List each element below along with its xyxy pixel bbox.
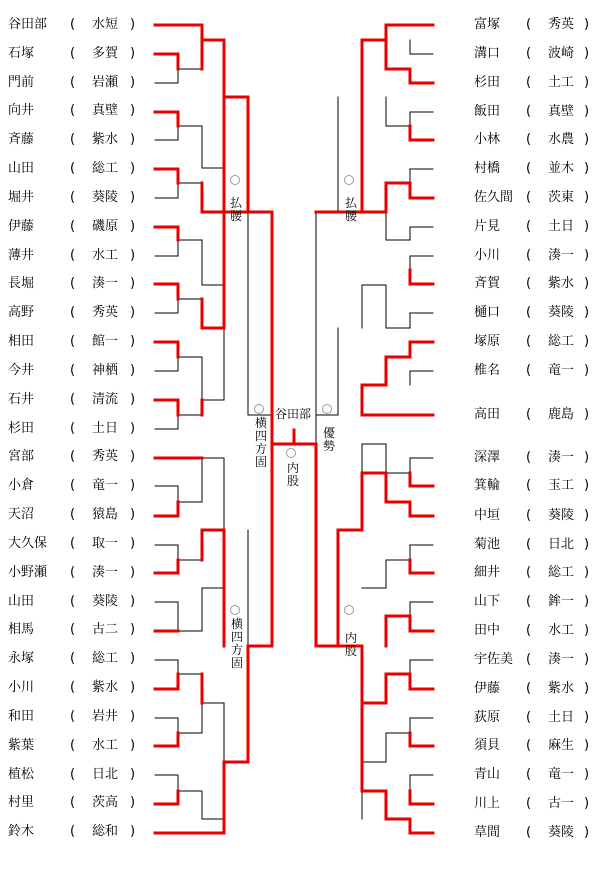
right-entry-paren-close: ) [584,508,590,523]
right-entry-paren-open: ( [526,738,532,753]
left-entry-paren-open: ( [70,305,76,320]
right-entry-paren-close: ) [584,623,590,638]
left-entry-paren-open: ( [70,190,76,205]
left-entry-paren-close: ) [130,622,136,637]
right-entry-paren-open: ( [526,305,532,320]
left-entry-school: 総和 [92,824,119,839]
right-entry-school: 波崎 [548,46,575,61]
left-entry-name: 石塚 [8,46,35,61]
right-entry-paren-open: ( [526,363,532,378]
right-entry-paren-open: ( [526,652,532,667]
left-entry-school: 秀英 [92,449,119,464]
left-entry-name: 今井 [8,363,35,378]
right-entry-paren-open: ( [526,508,532,523]
left-entry-name: 向井 [8,103,35,118]
left-entry-paren-close: ) [130,305,136,320]
right-entry-paren-close: ) [584,104,590,119]
left-entry-name: 高野 [8,305,35,320]
right-entry-paren-open: ( [526,767,532,782]
technique-mid-left: 横 四 方 固 [254,416,267,469]
right-entry-paren-close: ) [584,738,590,753]
technique-upper-right: 払 腰 [344,196,357,223]
right-entry-name: 宇佐美 [474,652,514,667]
left-entry-name: 斉藤 [8,132,35,147]
right-entry-school: 湊一 [548,450,575,465]
round-marker-upper-left [230,175,240,185]
right-entry-paren-open: ( [526,478,532,493]
right-entry-name: 深澤 [474,450,501,465]
right-entry-school: 麻生 [548,738,575,753]
right-entry-school: 紫水 [548,681,575,696]
left-entry-school: 湊一 [92,276,119,291]
left-entry-paren-open: ( [70,132,76,147]
right-entry-paren-close: ) [584,450,590,465]
right-entry-school: 玉工 [548,478,575,493]
left-entry-paren-open: ( [70,738,76,753]
right-entry-paren-close: ) [584,75,590,90]
left-entry-name: 紫葉 [8,738,35,753]
right-entry-name: 飯田 [474,104,501,119]
right-entry-paren-open: ( [526,75,532,90]
right-entry-name: 小林 [474,132,501,147]
left-entry-name: 小野瀬 [8,565,48,580]
right-entry-paren-close: ) [584,46,590,61]
left-entry-paren-close: ) [130,17,136,32]
left-entry-school: 岩瀬 [92,75,119,90]
right-entry-paren-close: ) [584,305,590,320]
right-entry-paren-close: ) [584,161,590,176]
right-entry-name: 富塚 [474,17,501,32]
right-entry-paren-close: ) [584,132,590,147]
left-entry-name: 山田 [8,594,35,609]
left-entry-school: 葵陵 [92,190,119,205]
right-entry-paren-open: ( [526,132,532,147]
left-entry-name: 石井 [8,392,35,407]
left-entry-paren-open: ( [70,680,76,695]
right-entry-paren-close: ) [584,407,590,422]
left-entry-name: 相田 [8,334,35,349]
left-entry-paren-close: ) [130,651,136,666]
left-entry-paren-close: ) [130,449,136,464]
left-entry-school: 水工 [92,248,119,263]
left-entry-paren-close: ) [130,392,136,407]
left-entry-paren-open: ( [70,161,76,176]
round-marker-mid-left [254,404,264,414]
technique-center: 内 股 [286,461,299,488]
right-entry-paren-close: ) [584,478,590,493]
right-entry-paren-close: ) [584,565,590,580]
right-entry-paren-open: ( [526,825,532,840]
left-entry-paren-close: ) [130,680,136,695]
right-entry-paren-open: ( [526,565,532,580]
right-entry-paren-close: ) [584,767,590,782]
technique-upper-left: 払 腰 [229,196,242,223]
left-entry-paren-open: ( [70,392,76,407]
left-entry-name: 小倉 [8,478,35,493]
right-entry-paren-open: ( [526,710,532,725]
left-entry-school: 秀英 [92,305,119,320]
right-entry-name: 荻原 [474,710,501,725]
round-marker-upper-right [344,175,354,185]
left-entry-school: 水工 [92,738,119,753]
right-entry-school: 総工 [548,334,575,349]
left-entry-name: 谷田部 [8,17,48,32]
right-entry-paren-close: ) [584,710,590,725]
champion-decision-label: 優 勢 [322,426,335,453]
right-entry-paren-open: ( [526,623,532,638]
left-entry-paren-close: ) [130,767,136,782]
right-entry-name: 須貝 [474,738,501,753]
right-entry-school: 土工 [548,75,575,90]
right-entry-name: 菊池 [474,537,501,552]
left-entry-paren-open: ( [70,276,76,291]
right-entry-school: 竜一 [548,363,575,378]
left-entry-school: 神栖 [92,363,119,378]
left-entry-name: 堀井 [8,190,35,205]
right-entry-name: 細井 [474,565,501,580]
round-marker-center-left [286,448,296,458]
left-entry-paren-open: ( [70,334,76,349]
left-entry-school: 岩井 [92,709,119,724]
right-entry-school: 鹿島 [548,407,575,422]
right-entry-school: 古一 [548,796,575,811]
right-entry-paren-close: ) [584,652,590,667]
right-entry-paren-open: ( [526,594,532,609]
champion-name: 谷田部 [275,407,312,421]
right-entry-name: 草間 [474,825,501,840]
right-entry-school: 土日 [548,219,575,234]
right-entry-school: 総工 [548,565,575,580]
left-entry-name: 伊藤 [8,219,35,234]
round-marker-champion [322,404,332,414]
left-entry-paren-close: ) [130,276,136,291]
left-entry-paren-close: ) [130,478,136,493]
left-entry-school: 水短 [92,17,119,32]
left-entry-paren-close: ) [130,738,136,753]
right-entry-name: 青山 [474,767,501,782]
right-entry-paren-open: ( [526,17,532,32]
left-entry-paren-open: ( [70,75,76,90]
left-entry-school: 館一 [92,334,119,349]
left-entry-paren-close: ) [130,190,136,205]
left-entry-paren-close: ) [130,507,136,522]
right-entry-school: 鉾一 [548,594,575,609]
left-entry-school: 総工 [92,651,119,666]
right-entry-school: 葵陵 [548,825,575,840]
left-entry-paren-close: ) [130,334,136,349]
left-entry-name: 杉田 [8,421,35,436]
left-entry-school: 葵陵 [92,594,119,609]
right-entry-school: 紫水 [548,276,575,291]
left-entry-paren-close: ) [130,75,136,90]
right-entry-name: 箕輪 [474,478,501,493]
right-entry-paren-close: ) [584,825,590,840]
right-entry-paren-open: ( [526,46,532,61]
left-entry-name: 植松 [8,767,35,782]
left-entry-paren-open: ( [70,46,76,61]
left-entry-name: 大久保 [8,536,48,551]
left-entry-paren-close: ) [130,363,136,378]
left-entry-name: 山田 [8,161,35,176]
left-entry-name: 長堀 [8,276,35,291]
technique-lower-right: 内 股 [344,631,357,658]
left-entry-paren-open: ( [70,594,76,609]
left-entry-name: 薄井 [8,248,35,263]
left-entry-school: 取一 [92,536,119,551]
right-entry-name: 高田 [474,407,501,422]
left-entry-paren-close: ) [130,248,136,263]
left-entry-school: 古二 [92,622,119,637]
right-entry-school: 竜一 [548,767,575,782]
right-entry-name: 中垣 [474,508,501,523]
left-entry-paren-close: ) [130,421,136,436]
right-entry-paren-close: ) [584,681,590,696]
left-entry-paren-open: ( [70,363,76,378]
right-entry-paren-open: ( [526,334,532,349]
right-entry-name: 小川 [474,248,501,263]
right-entry-name: 溝口 [474,46,501,61]
right-entry-name: 塚原 [474,334,501,349]
right-entry-name: 川上 [474,796,501,811]
left-entry-paren-open: ( [70,219,76,234]
left-entry-school: 総工 [92,161,119,176]
left-entry-name: 鈴木 [8,824,35,839]
left-entry-name: 小川 [8,680,35,695]
right-entry-school: 葵陵 [548,305,575,320]
right-entry-school: 真壁 [548,104,575,119]
left-entry-name: 相馬 [8,622,35,637]
right-entry-school: 湊一 [548,652,575,667]
left-entry-paren-close: ) [130,132,136,147]
technique-lower-left: 横 四 方 固 [230,617,243,670]
left-entry-paren-open: ( [70,536,76,551]
left-entry-paren-close: ) [130,594,136,609]
right-entry-paren-open: ( [526,407,532,422]
left-entry-paren-open: ( [70,565,76,580]
left-entry-paren-open: ( [70,248,76,263]
left-entry-name: 門前 [8,75,35,90]
right-entry-paren-open: ( [526,681,532,696]
right-entry-school: 秀英 [548,17,575,32]
left-entry-paren-close: ) [130,536,136,551]
left-entry-paren-open: ( [70,767,76,782]
right-entry-paren-open: ( [526,276,532,291]
left-entry-paren-open: ( [70,478,76,493]
right-entry-paren-close: ) [584,190,590,205]
right-entry-paren-open: ( [526,537,532,552]
right-entry-paren-close: ) [584,17,590,32]
left-entry-name: 村里 [8,795,35,810]
left-entry-paren-close: ) [130,824,136,839]
right-entry-school: 並木 [548,161,575,176]
left-entry-school: 清流 [92,392,119,407]
left-entry-school: 磯原 [92,219,119,234]
left-entry-paren-close: ) [130,161,136,176]
right-entry-paren-open: ( [526,104,532,119]
left-entry-name: 天沼 [8,507,35,522]
left-entry-paren-close: ) [130,795,136,810]
left-entry-name: 和田 [8,709,35,724]
left-entry-paren-open: ( [70,421,76,436]
right-entry-paren-open: ( [526,219,532,234]
left-entry-paren-open: ( [70,795,76,810]
left-entry-paren-close: ) [130,709,136,724]
right-entry-paren-close: ) [584,537,590,552]
left-entry-paren-close: ) [130,103,136,118]
left-entry-paren-open: ( [70,103,76,118]
right-entry-school: 茨東 [548,190,575,205]
right-entry-paren-close: ) [584,276,590,291]
right-entry-paren-close: ) [584,594,590,609]
right-entry-name: 斉賀 [474,276,501,291]
right-entry-paren-close: ) [584,219,590,234]
right-entry-name: 樋口 [474,305,501,320]
right-entry-paren-close: ) [584,334,590,349]
left-entry-school: 竜一 [92,478,119,493]
left-entry-paren-close: ) [130,46,136,61]
right-entry-name: 村橋 [474,161,501,176]
left-entry-school: 紫水 [92,132,119,147]
left-entry-paren-open: ( [70,449,76,464]
right-entry-name: 佐久間 [474,190,514,205]
left-entry-school: 湊一 [92,565,119,580]
left-entry-school: 多賀 [92,46,119,61]
right-entry-paren-close: ) [584,363,590,378]
left-entry-school: 日北 [92,767,119,782]
right-entry-paren-open: ( [526,161,532,176]
left-entry-paren-open: ( [70,17,76,32]
left-entry-school: 茨高 [92,795,119,810]
left-entry-paren-open: ( [70,651,76,666]
right-entry-paren-open: ( [526,190,532,205]
left-entry-paren-open: ( [70,709,76,724]
left-entry-name: 永塚 [8,651,35,666]
right-entry-name: 田中 [474,623,501,638]
left-entry-school: 猿島 [92,507,119,522]
right-entry-name: 杉田 [474,75,501,90]
left-entry-paren-open: ( [70,622,76,637]
left-entry-school: 紫水 [92,680,119,695]
left-entry-name: 宮部 [8,449,35,464]
right-entry-name: 片見 [474,219,501,234]
right-entry-paren-open: ( [526,796,532,811]
right-entry-paren-close: ) [584,248,590,263]
right-entry-school: 葵陵 [548,508,575,523]
left-entry-paren-open: ( [70,507,76,522]
left-entry-school: 土日 [92,421,119,436]
right-entry-school: 日北 [548,537,575,552]
right-entry-school: 水工 [548,623,575,638]
right-entry-name: 伊藤 [474,681,501,696]
left-entry-paren-open: ( [70,824,76,839]
right-entry-name: 椎名 [474,363,501,378]
round-marker-lower-left [230,605,240,615]
right-entry-paren-close: ) [584,796,590,811]
right-entry-paren-open: ( [526,450,532,465]
right-entry-school: 湊一 [548,248,575,263]
left-entry-school: 真壁 [92,103,119,118]
left-entry-paren-close: ) [130,219,136,234]
right-entry-school: 水農 [548,132,575,147]
right-entry-paren-open: ( [526,248,532,263]
right-entry-school: 土日 [548,710,575,725]
right-entry-name: 山下 [474,594,501,609]
round-marker-lower-right [344,605,354,615]
left-entry-paren-close: ) [130,565,136,580]
